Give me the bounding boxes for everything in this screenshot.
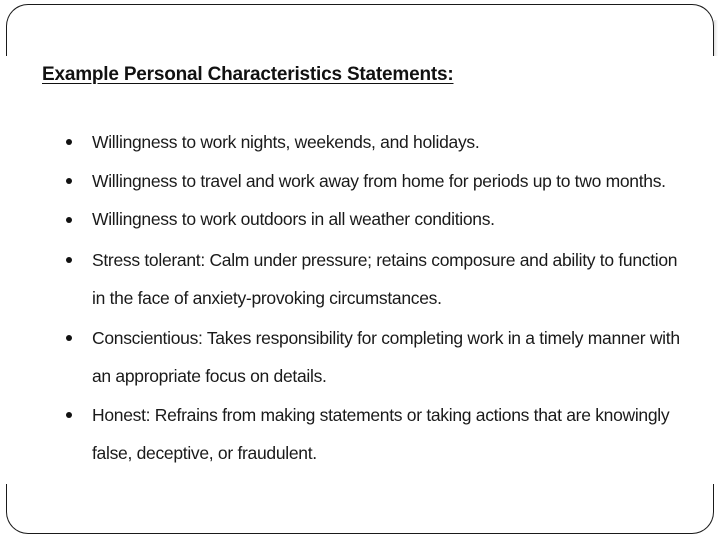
bullet-icon	[66, 217, 72, 223]
page-title: Example Personal Characteristics Statements:	[42, 64, 454, 85]
bullet-icon	[66, 139, 72, 145]
bullet-icon	[66, 178, 72, 184]
list-item-text: Willingness to work outdoors in all weather conditions.	[92, 209, 495, 229]
bullet-icon	[66, 335, 72, 341]
list-item-text: Stress tolerant: Calm under pressure; retains composure and ability to function	[92, 250, 678, 270]
list-item-text: Willingness to work nights, weekends, and holidays.	[92, 132, 480, 152]
frame-shadow	[714, 20, 718, 56]
list-item-text: Conscientious: Takes responsibility for completing work in a timely manner with	[92, 328, 680, 348]
list-item-text-continued: in the face of anxiety-provoking circumstances.	[92, 288, 442, 308]
list-item-text-continued: an appropriate focus on details.	[92, 366, 327, 386]
slide-frame-bottom	[6, 484, 714, 534]
bullet-icon	[66, 412, 72, 418]
slide-frame-top	[6, 4, 714, 56]
list-item-text: Honest: Refrains from making statements or taking actions that are knowingly	[92, 405, 670, 425]
list-item-text: Willingness to travel and work away from home for periods up to two months.	[92, 171, 666, 191]
bullet-icon	[66, 257, 72, 263]
list-item-text-continued: false, deceptive, or fraudulent.	[92, 443, 317, 463]
